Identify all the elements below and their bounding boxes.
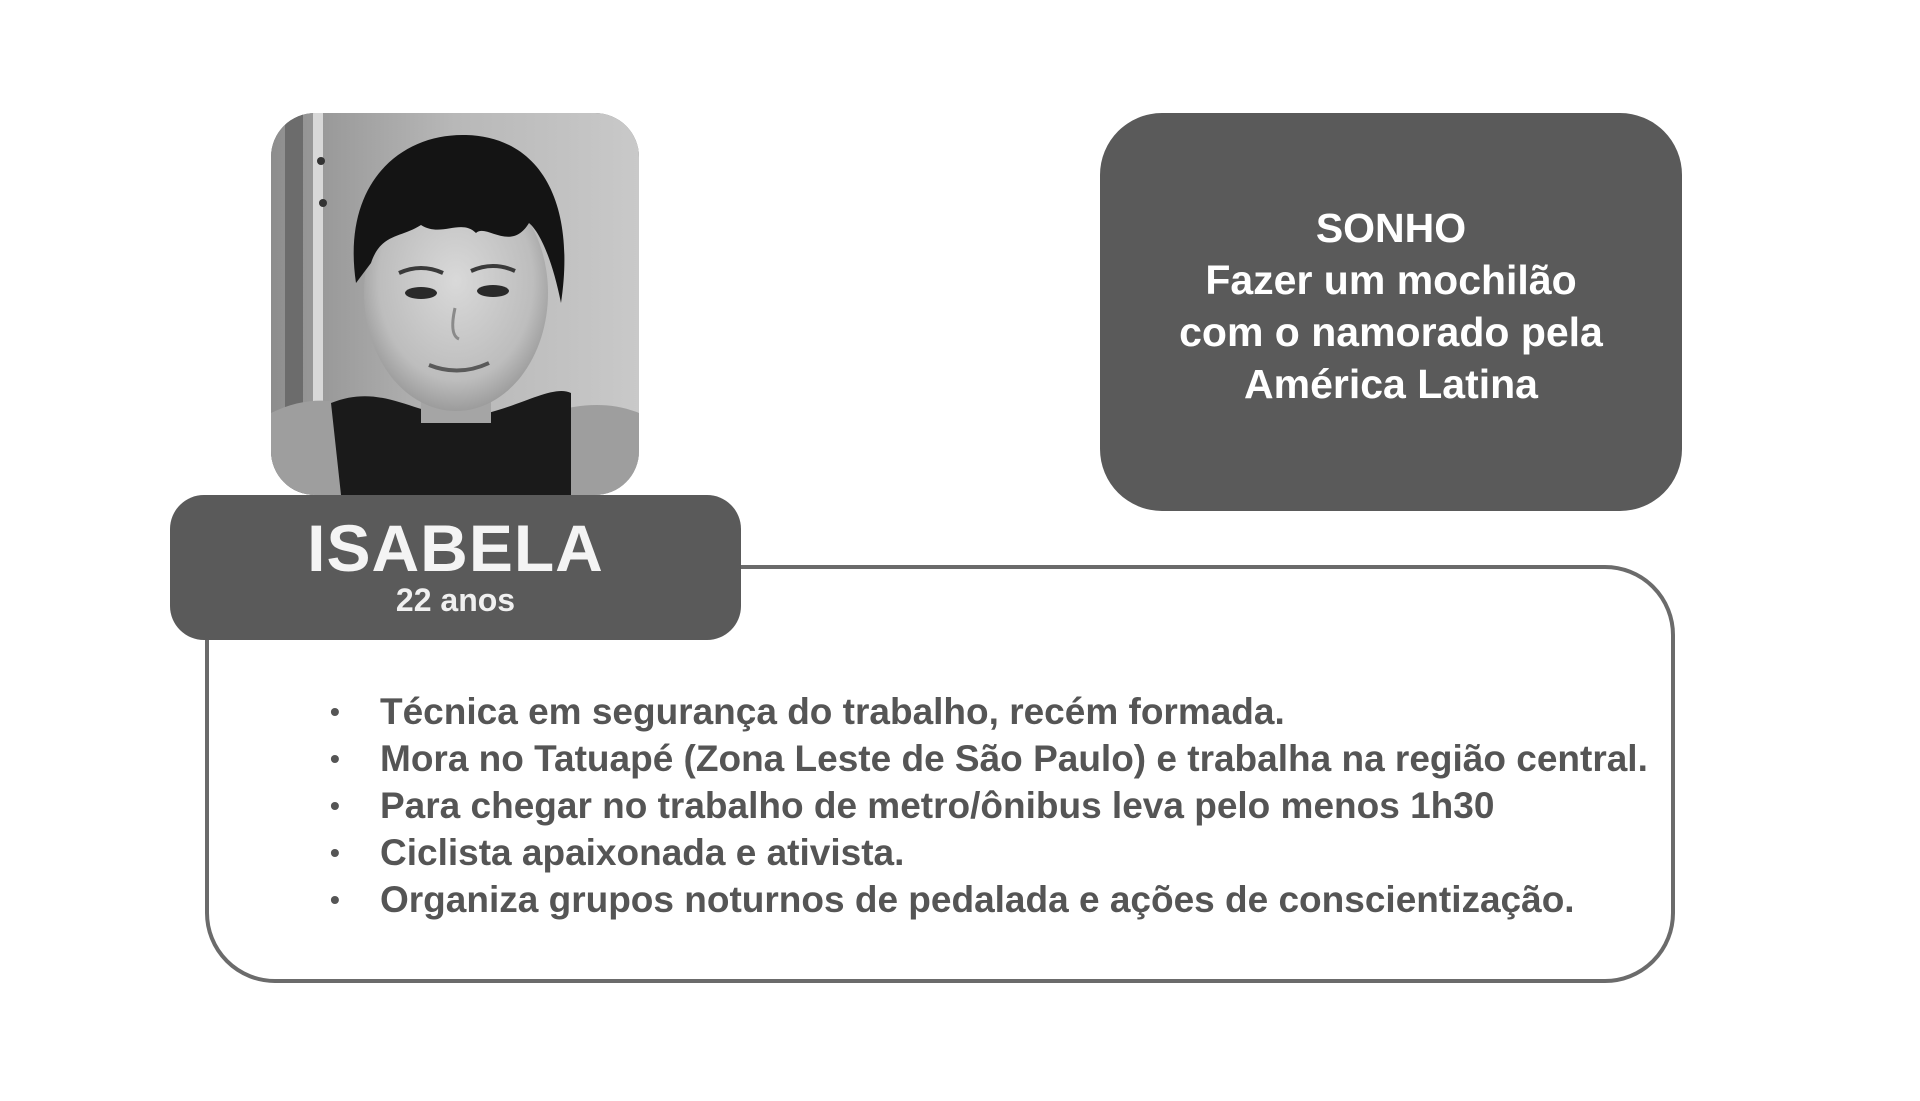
list-item: [330, 876, 1648, 923]
bullet-icon: •: [330, 837, 340, 868]
detail-text: Técnica em segurança do trabalho, recém formada.: [380, 691, 1285, 732]
detail-text: Para chegar no trabalho de metro/ônibus leva pelo menos 1h30: [380, 785, 1495, 826]
dream-line-2: com o namorado pela: [1179, 309, 1603, 355]
detail-text: Mora no Tatuapé (Zona Leste de São Paulo) e trabalha na região central.: [380, 738, 1648, 779]
dream-title: SONHO: [1315, 205, 1467, 251]
details-list: [330, 688, 1648, 923]
detail-text: Organiza grupos noturnos de pedalada e ações de conscientização.: [380, 879, 1575, 920]
list-item: [330, 735, 1648, 782]
persona-photo: [271, 113, 639, 495]
portrait-photo-icon: [271, 113, 639, 495]
bullet-icon: •: [330, 743, 340, 774]
bullet-icon: •: [330, 884, 340, 915]
persona-name: ISABELA: [307, 511, 604, 585]
bullet-icon: •: [330, 696, 340, 727]
bullet-icon: •: [330, 790, 340, 821]
dream-line-3: América Latina: [1244, 361, 1538, 407]
detail-text: Ciclista apaixonada e ativista.: [380, 832, 905, 873]
list-item: [330, 782, 1648, 829]
list-item: [330, 688, 1648, 735]
name-tag: [170, 495, 741, 640]
persona-age: 22 anos: [395, 582, 516, 618]
dream-box: [1100, 113, 1682, 511]
dream-line-1: Fazer um mochilão: [1205, 257, 1577, 303]
list-item: [330, 829, 1648, 876]
